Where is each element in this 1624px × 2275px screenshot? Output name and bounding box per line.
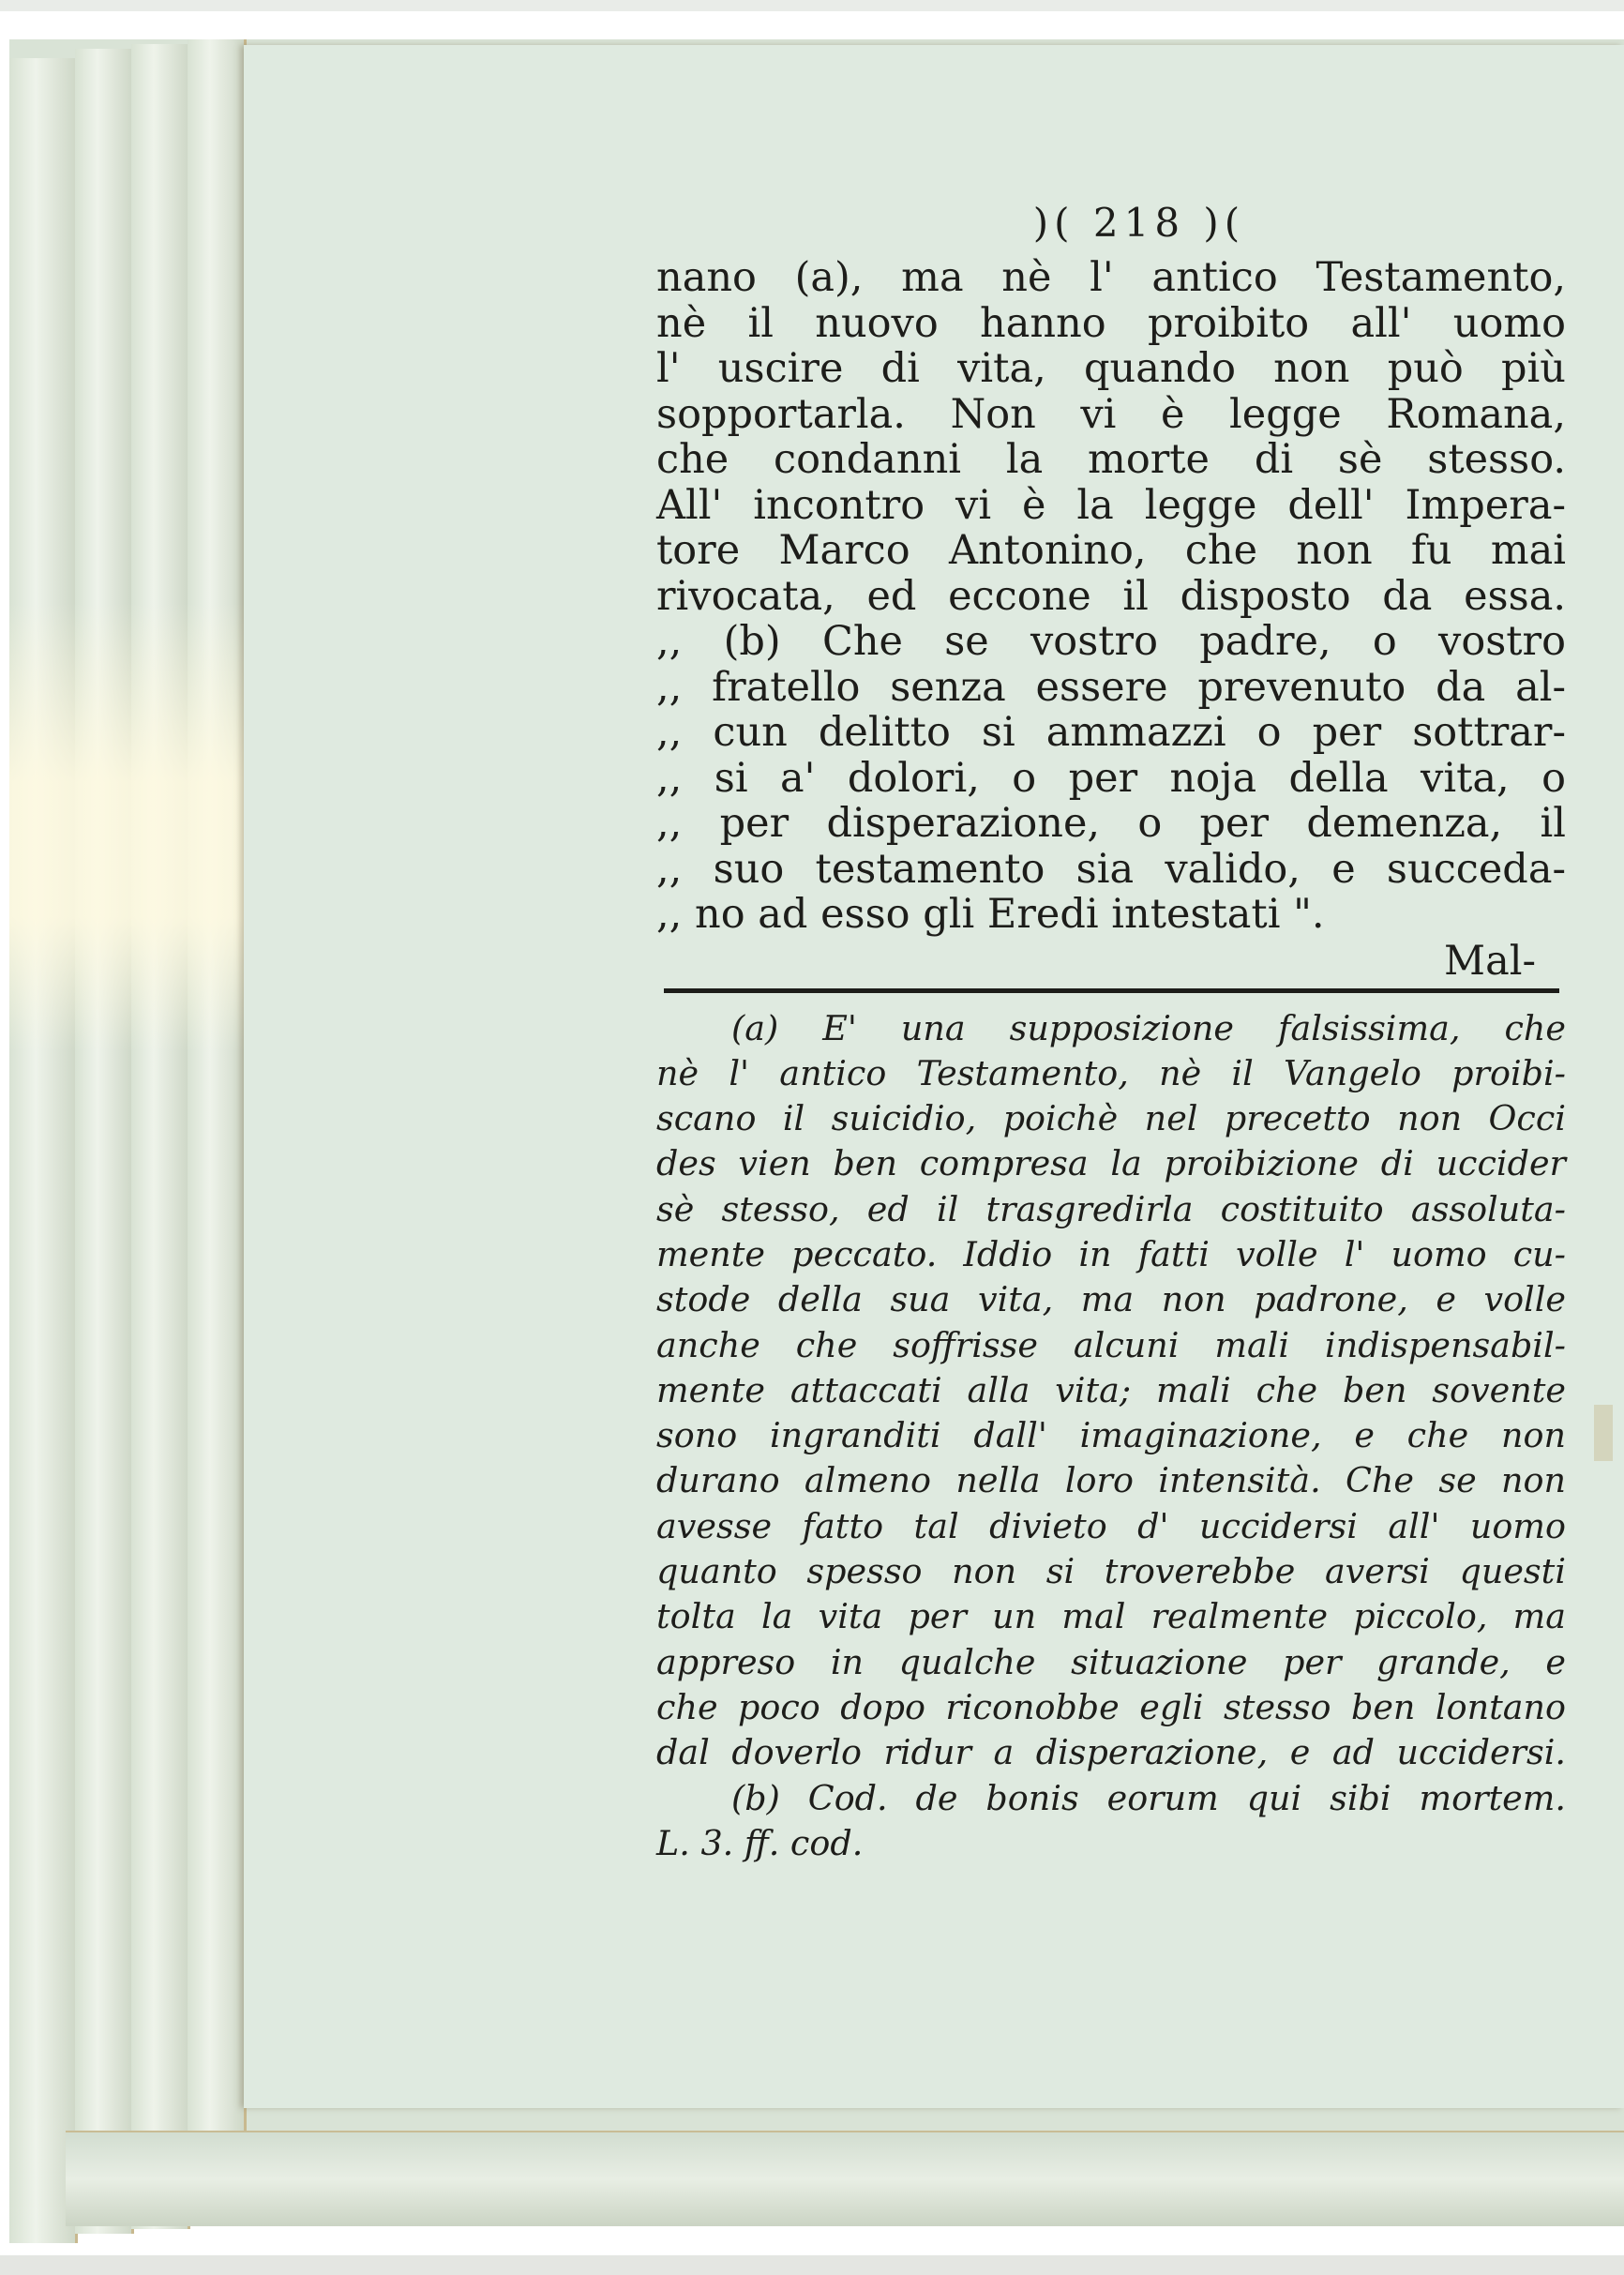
footnote-line: mente peccato. Iddio in fatti volle l' uomo cu- <box>656 1233 1566 1274</box>
light-glare <box>9 602 281 1052</box>
page-edge <box>9 58 78 2243</box>
footnote-rule <box>664 988 1559 993</box>
footnote-line: (b) Cod. de bonis eorum qui sibi mortem. <box>731 1777 1566 1818</box>
text-line: rivocata, ed eccone il disposto da essa. <box>656 572 1566 620</box>
text-line: tore Marco Antonino, che non fu mai <box>656 527 1566 574</box>
footnote-line: anche che soffrisse alcuni mali indispensabil- <box>656 1324 1566 1365</box>
footnote-line: quanto spesso non si troverebbe aversi questi <box>656 1551 1566 1592</box>
catchword: Mal- <box>1444 937 1536 985</box>
quote-line: ,, suo testamento sia valido, e succeda- <box>656 845 1566 893</box>
page-edge <box>188 39 247 2224</box>
quote-line: ,, no ad esso gli Eredi intestati ". <box>656 891 1325 938</box>
page-number-header: )( 218 )( <box>1032 200 1246 246</box>
text-line: sopportarla. Non vi è legge Romana, <box>656 390 1566 438</box>
footnote-line: nè l' antico Testamento, nè il Vangelo proibi- <box>656 1052 1566 1093</box>
footnote-line: mente attaccati alla vita; mali che ben sovente <box>656 1369 1566 1410</box>
text-line: nè il nuovo hanno proibito all' uomo <box>656 299 1566 347</box>
text-line: che condanni la morte di sè stesso. <box>656 436 1566 483</box>
page-edge <box>75 49 134 2234</box>
text-block <box>656 197 1566 1866</box>
scan-border-top <box>0 0 1624 11</box>
footnote-line: (a) E' una supposizione falsissima, che <box>731 1007 1566 1048</box>
page-bottom-edge <box>66 2131 1624 2226</box>
quote-line: ,, fratello senza essere prevenuto da al- <box>656 663 1566 711</box>
footnote-line: sè stesso, ed il trasgredirla costituito assoluta- <box>656 1188 1566 1229</box>
text-line: All' incontro vi è la legge dell' Impera- <box>656 481 1566 529</box>
footnote-line: scano il suicidio, poichè nel precetto non Occi <box>656 1098 1566 1139</box>
quote-line: ,, si a' dolori, o per noja della vita, o <box>656 754 1566 802</box>
main-text <box>656 255 1566 938</box>
footnote-line: sono ingranditi dall' imaginazione, e che non <box>656 1415 1566 1456</box>
scan-border-bottom <box>0 2255 1624 2275</box>
footnote-line: stode della sua vita, ma non padrone, e volle <box>656 1279 1566 1320</box>
text-line: l' uscire di vita, quando non può più <box>656 345 1566 392</box>
footnote-line: L. 3. ff. cod. <box>656 1822 864 1863</box>
footnotes <box>656 1006 1566 1867</box>
text-line: nano (a), ma nè l' antico Testamento, <box>656 254 1566 301</box>
footnote-line: dal doverlo ridur a disperazione, e ad uccidersi. <box>656 1732 1566 1773</box>
ink-stain <box>1594 1405 1613 1461</box>
quote-line: ,, (b) Che se vostro padre, o vostro <box>656 618 1566 665</box>
footnote-line: des vien ben compresa la proibizione di uccider <box>656 1143 1566 1184</box>
quote-line: ,, cun delitto si ammazzi o per sottrar- <box>656 709 1566 756</box>
footnote-line: appreso in qualche situazione per grande, e <box>656 1641 1566 1682</box>
page-edge <box>131 44 190 2229</box>
footnote-line: avesse fatto tal divieto d' uccidersi all' uomo <box>656 1505 1566 1546</box>
quote-line: ,, per disperazione, o per demenza, il <box>656 800 1566 847</box>
footnote-line: tolta la vita per un mal realmente piccolo, ma <box>656 1596 1566 1637</box>
footnote-line: durano almeno nella loro intensità. Che se non <box>656 1460 1566 1501</box>
footnote-line: che poco dopo riconobbe egli stesso ben lontano <box>656 1686 1566 1727</box>
